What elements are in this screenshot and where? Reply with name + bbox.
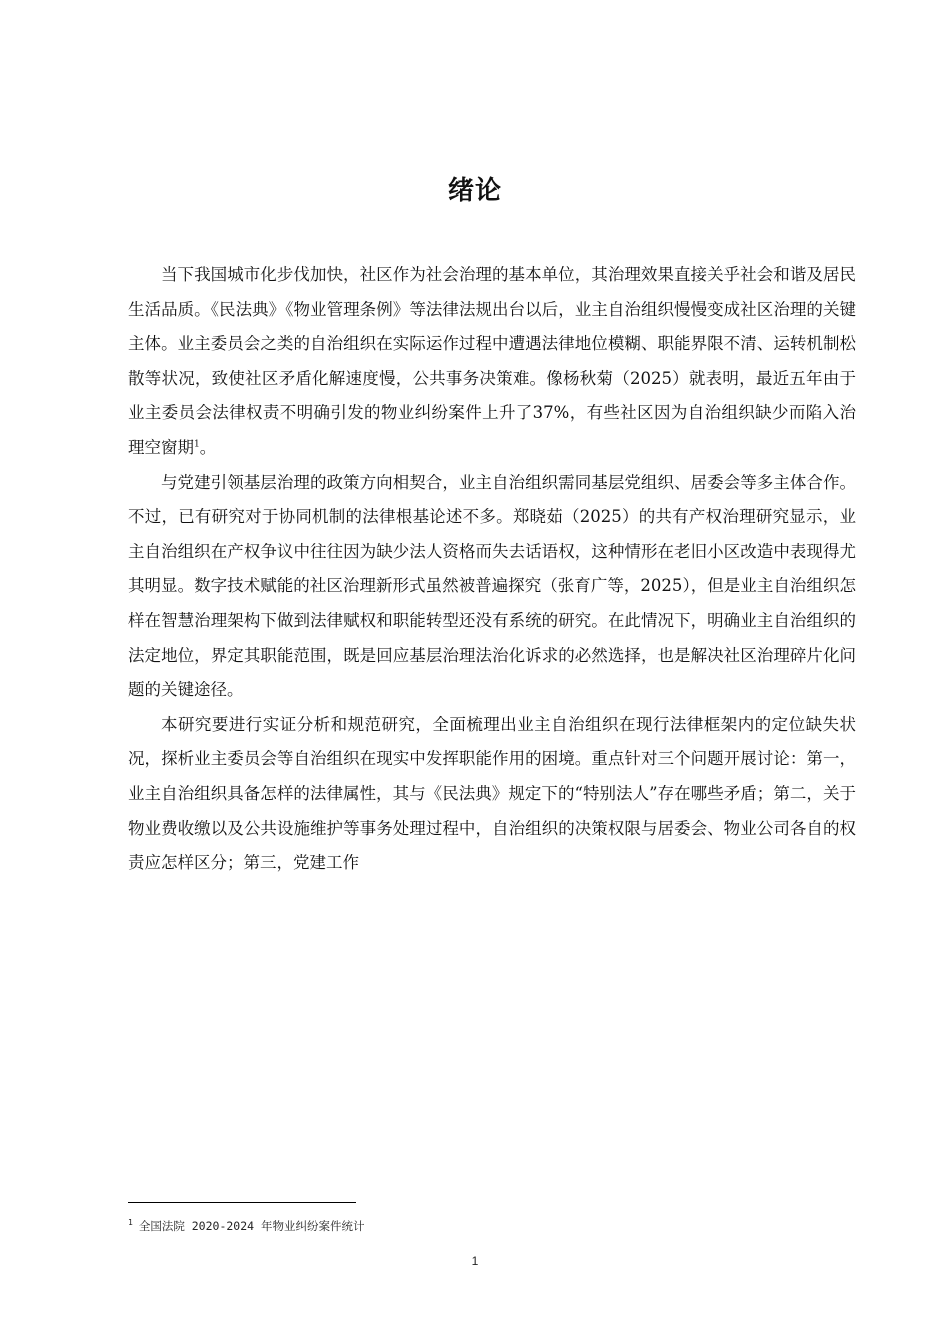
paragraph-2: 与党建引领基层治理的政策方向相契合，业主自治组织需同基层党组织、居委会等多主体合作。不过，已有研究对于协同机制的法律根基论述不多。郑晓茹（2025）的共有产权治理研究显示，业主自治组织在产权争议中往往因为缺少法人资格而失去话语权，这种情形在老旧小区改造中表现得尤其明显。数字技术赋能的社区治理新形式虽然被普遍探究（张育广等，2025），但是业主自治组织怎样在智慧治理架构下做到法律赋权和职能转型还没有系统的研究。在此情况下，明确业主自治组织的法定地位，界定其职能范围，既是回应基层治理法治化诉求的必然选择，也是解决社区治理碎片化问题的关键途径。 [128,472,856,700]
paragraph-1 [128,258,856,466]
footnote-text: 全国法院 2020-2024 年物业纠纷案件统计 [138,1218,365,1233]
page-title: 绪论 [447,176,502,206]
body-text [128,258,856,881]
footnote-mark: 1 [128,1218,133,1227]
footnote [128,1215,828,1234]
paragraph-1-text: 当下我国城市化步伐加快，社区作为社会治理的基本单位，其治理效果直接关乎社会和谐及居民生活品质。《民法典》《物业管理条例》等法律法规出台以后，业主自治组织慢慢变成社区治理的关键主体。业主委员会之类的自治组织在实际运作过程中遭遇法律地位模糊、职能界限不清、运转机制松散等状况，致使社区矛盾化解速度慢，公共事务决策难。像杨秋菊（2025）就表明，最近五年由于业主委员会法律权责不明确引发的物业纠纷案件上升了37%，有些社区因为自治组织缺少而陷入治理空窗期 [128,265,856,457]
paragraph-1-tail: 。 [199,437,217,457]
page-number: 1 [471,1254,479,1268]
footnote-separator [128,1202,356,1203]
footnote-reference[interactable]: 1 [194,439,200,450]
paragraph-3: 本研究要进行实证分析和规范研究，全面梳理出业主自治组织在现行法律框架内的定位缺失状况，探析业主委员会等自治组织在现实中发挥职能作用的困境。重点针对三个问题开展讨论：第一，业主自治组织具备怎样的法律属性，其与《民法典》规定下的“特别法人”存在哪些矛盾；第二，关于物业费收缴以及公共设施维护等事务处理过程中，自治组织的决策权限与居委会、物业公司各自的权责应怎样区分；第三，党建工作 [128,714,856,873]
